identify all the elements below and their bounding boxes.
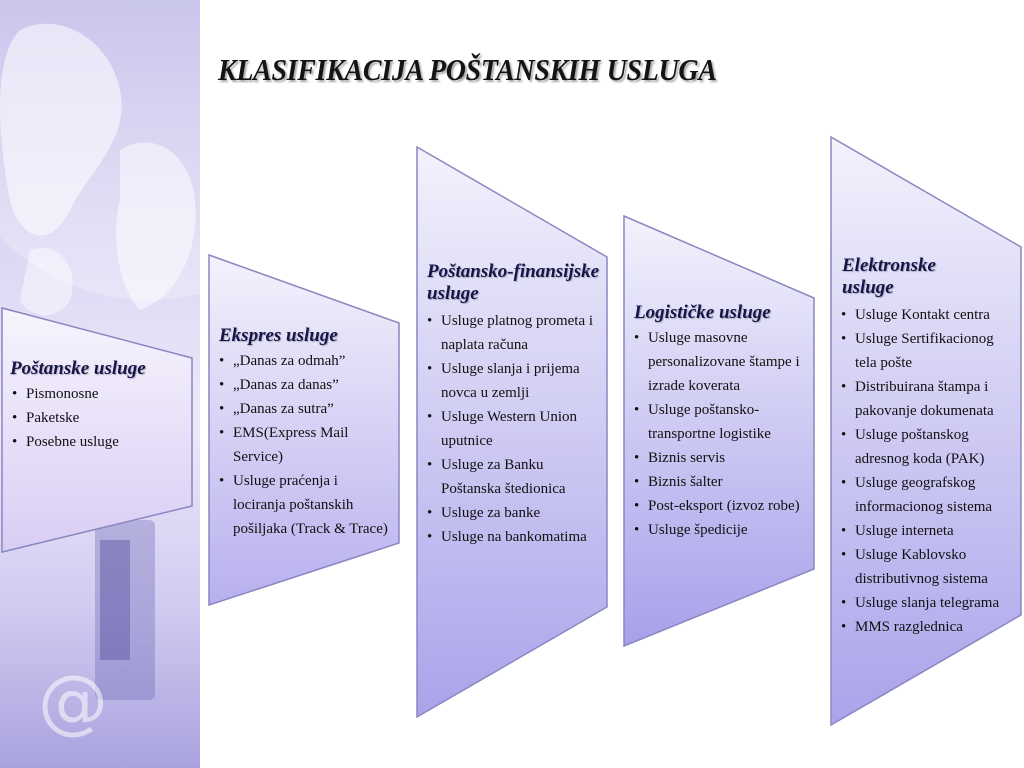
list-item: • MMS razglednica <box>841 615 1019 639</box>
list-item: • Usluge za banke <box>427 501 599 525</box>
list-item: • Pismonosne <box>12 382 188 406</box>
card-postansko-finansijske-usluge <box>415 145 611 720</box>
card-postanske-list <box>12 382 188 454</box>
list-item: • Paketske <box>12 406 188 430</box>
list-item: • Usluge platnog prometa i naplata računa <box>427 309 599 357</box>
card-finansijske-list <box>427 309 599 549</box>
list-item: • Usluge praćenja i lociranja poštanskih pošiljaka (Track & Trace) <box>219 469 391 541</box>
list-item: • Usluge Kablovsko distributivnog sistema <box>841 543 1019 591</box>
list-item: • Usluge na bankomatima <box>427 525 599 549</box>
list-item: • Usluge slanja i prijema novca u zemlji <box>427 357 599 405</box>
list-item: • Usluge interneta <box>841 519 1019 543</box>
list-item: • Usluge za Banku Poštanska štedionica <box>427 453 599 501</box>
list-item: • EMS(Express Mail Service) <box>219 421 391 469</box>
card-ekspres-list <box>219 349 391 541</box>
list-item: • Biznis šalter <box>634 470 806 494</box>
list-item: • Post-eksport (izvoz robe) <box>634 494 806 518</box>
card-ekspres-heading: Ekspres usluge <box>219 325 338 346</box>
list-item: • Usluge poštansko-transportne logistike <box>634 398 806 446</box>
list-item: • Usluge Sertifikacionog tela pošte <box>841 327 1019 375</box>
list-item: • Biznis servis <box>634 446 806 470</box>
list-item: • Usluge masovne personalizovane štampe i izrade koverata <box>634 326 806 398</box>
list-item: • Usluge geografskog informacionog sistema <box>841 471 1019 519</box>
card-ekspres-usluge <box>207 253 403 608</box>
list-item: • Usluge Kontakt centra <box>841 303 1019 327</box>
card-postanske-usluge <box>0 306 196 556</box>
slide-title: KLASIFIKACIJA POŠTANSKIH USLUGA <box>218 52 717 87</box>
card-elektronske-usluge <box>829 135 1024 728</box>
list-item: • Usluge špedicije <box>634 518 806 542</box>
svg-text:@: @ <box>38 660 108 742</box>
card-elektronske-heading: Elektronske usluge <box>842 255 936 298</box>
list-item: • Usluge slanja telegrama <box>841 591 1019 615</box>
list-item: • „Danas za sutra” <box>219 397 391 421</box>
card-finansijske-heading: Poštansko-finansijske usluge <box>427 261 600 304</box>
card-postanske-heading: Poštanske usluge <box>10 358 146 379</box>
list-item: • Usluge Western Union uputnice <box>427 405 599 453</box>
card-elektronske-list <box>841 303 1019 639</box>
card-logisticke-usluge <box>622 214 818 649</box>
card-logisticke-list <box>634 326 806 542</box>
list-item: • Usluge poštanskog adresnog koda (PAK) <box>841 423 1019 471</box>
list-item: • Posebne usluge <box>12 430 188 454</box>
list-item: • „Danas za odmah” <box>219 349 391 373</box>
list-item: • Distribuirana štampa i pakovanje dokumenata <box>841 375 1019 423</box>
card-logisticke-heading: Logističke usluge <box>634 302 771 323</box>
list-item: • „Danas za danas” <box>219 373 391 397</box>
